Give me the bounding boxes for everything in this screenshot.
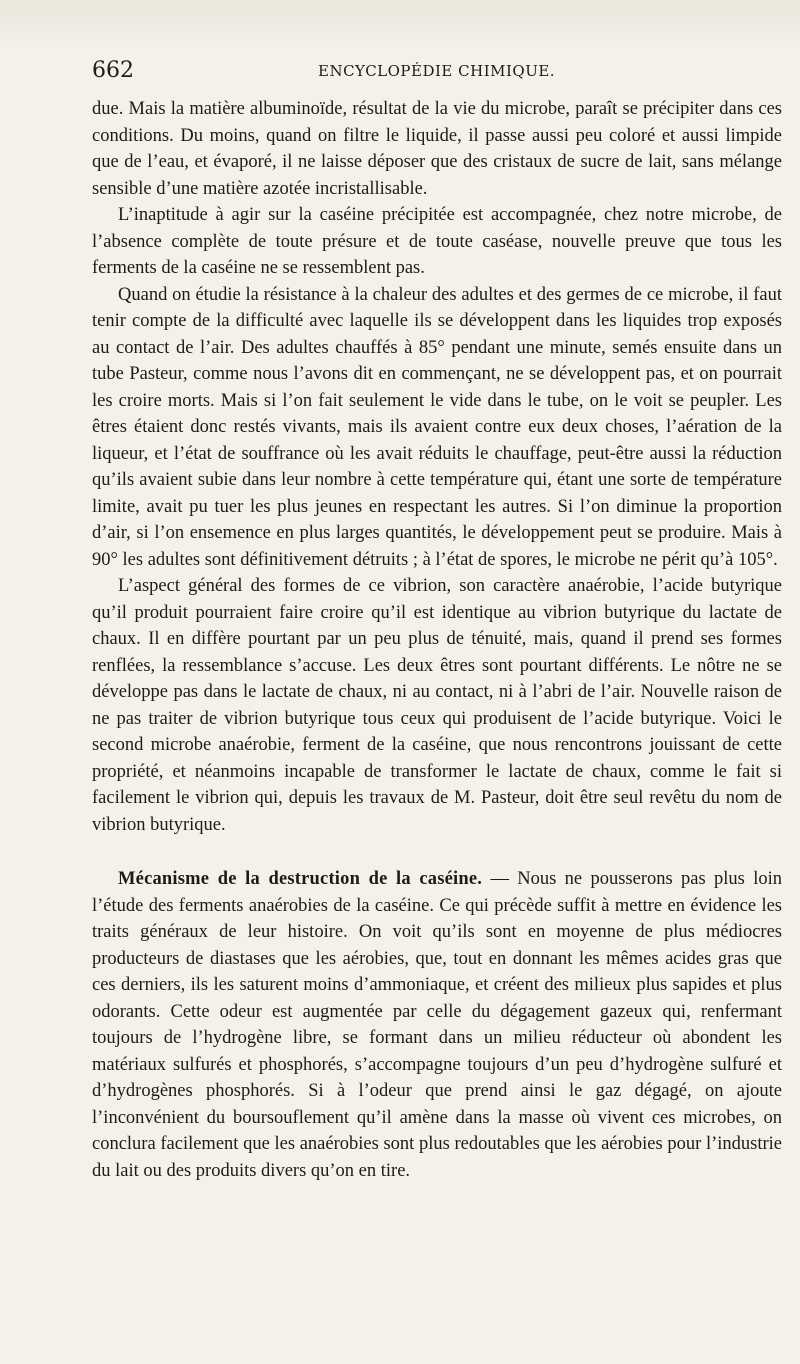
section-spacer xyxy=(92,838,782,866)
running-title: ENCYCLOPÉDIE CHIMIQUE. xyxy=(318,62,556,80)
previous-page-bleed xyxy=(0,0,800,50)
page-body xyxy=(92,96,782,1184)
paragraph: Quand on étudie la résistance à la chaleur des adultes et des germes de ce microbe, il faut tenir compte de la difficulté avec laquelle ils se développent dans les liquides trop exposés au contact de l’air. Des adultes chauffés à 85° pendant une minute, semés ensuite dans un tube Pasteur, comme nous l’avons dit en commençant, ne se développent pas, et on pourrait les croire morts. Mais si l’on fait seulement le vide dans le tube, on le voit se peupler. Les êtres étaient donc restés vivants, mais ils avaient contre eux deux choses, l’aération de la liqueur, et l’état de souffrance où les avait réduits le chauffage, peut-être aussi la réduction qu’ils avaient subie dans leur nombre à cette température qui, étant une sorte de température limite, avait pu tuer les plus jeunes en respectant les autres. Si l’on diminue la proportion d’air, si l’on ensemence en plus larges quantités, le développement peut se produire. Mais à 90° les adultes sont définitivement détruits ; à l’état de spores, le microbe ne périt qu’à 105°. xyxy=(92,284,782,570)
section-text: — Nous ne pousserons pas plus loin l’étude des ferments anaérobies de la caséine. Ce qui précède suffit à mettre en évidence les traits généraux de leur histoire. On voit qu’ils sont en moyenne de plus médiocres producteurs de diastases que les aérobies, que, tout en donnant les mêmes acides gras que ces derniers, ils les saturent moins d’ammoniaque, et créent des milieux plus sapides et plus odorants. Cette odeur est augmentée par celle du dégagement gazeux qui, renfermant toujours de l’hydrogène libre, se formant dans un milieu réducteur où abondent les matériaux sulfurés et phosphorés, s’accompagne toujours d’un peu d’hydrogène sulfuré et d’hydrogènes phosphorés. Si à l’odeur que prend ainsi le gaz dégagé, on ajoute l’inconvénient du boursouflement qu’il amène dans la masse où vivent ces microbes, on conclura facilement que les anaérobies sont plus redoutables que les aérobies pour l’industrie du lait ou des produits divers qu’on en tire. xyxy=(92,869,782,1181)
section-paragraph xyxy=(92,866,782,1184)
section-heading: Mécanisme de la destruction de la caséine. xyxy=(118,869,483,889)
paragraph: L’aspect général des formes de ce vibrion, son caractère anaérobie, l’acide butyrique qu’il produit pourraient faire croire qu’il est identique au vibrion butyrique du lactate de chaux. Il en diffère pourtant par un peu plus de ténuité, mais, quand il prend ses formes renflées, la ressemblance s’accuse. Les deux êtres sont pourtant différents. Le nôtre ne se développe pas dans le lactate de chaux, ni au contact, ni à l’abri de l’air. Nouvelle raison de ne pas traiter de vibrion butyrique tous ceux qui produisent de l’acide butyrique. Voici le second microbe anaérobie, ferment de la caséine, que nous rencontrons jouissant de cette propriété, et néanmoins incapable de transformer le lactate de chaux, comme le fait si facilement le vibrion qui, depuis les travaux de M. Pasteur, doit être seul revêtu du nom de vibrion butyrique. xyxy=(92,576,782,835)
paragraph: due. Mais la matière albuminoïde, résultat de la vie du microbe, paraît se précipiter dans ces conditions. Du moins, quand on filtre le liquide, il passe aussi peu coloré et aussi limpide que de l’eau, et évaporé, il ne laisse déposer que des cristaux de sucre de lait, sans mélange sensible d’une matière azotée incristallisable. xyxy=(92,99,782,199)
paragraph: L’inaptitude à agir sur la caséine précipitée est accompagnée, chez notre microbe, de l’absence complète de toute présure et de toute caséase, nouvelle preuve que tous les ferments de la caséine ne se ressemblent pas. xyxy=(92,205,782,278)
page-number: 662 xyxy=(92,58,134,83)
page-header xyxy=(92,58,772,88)
